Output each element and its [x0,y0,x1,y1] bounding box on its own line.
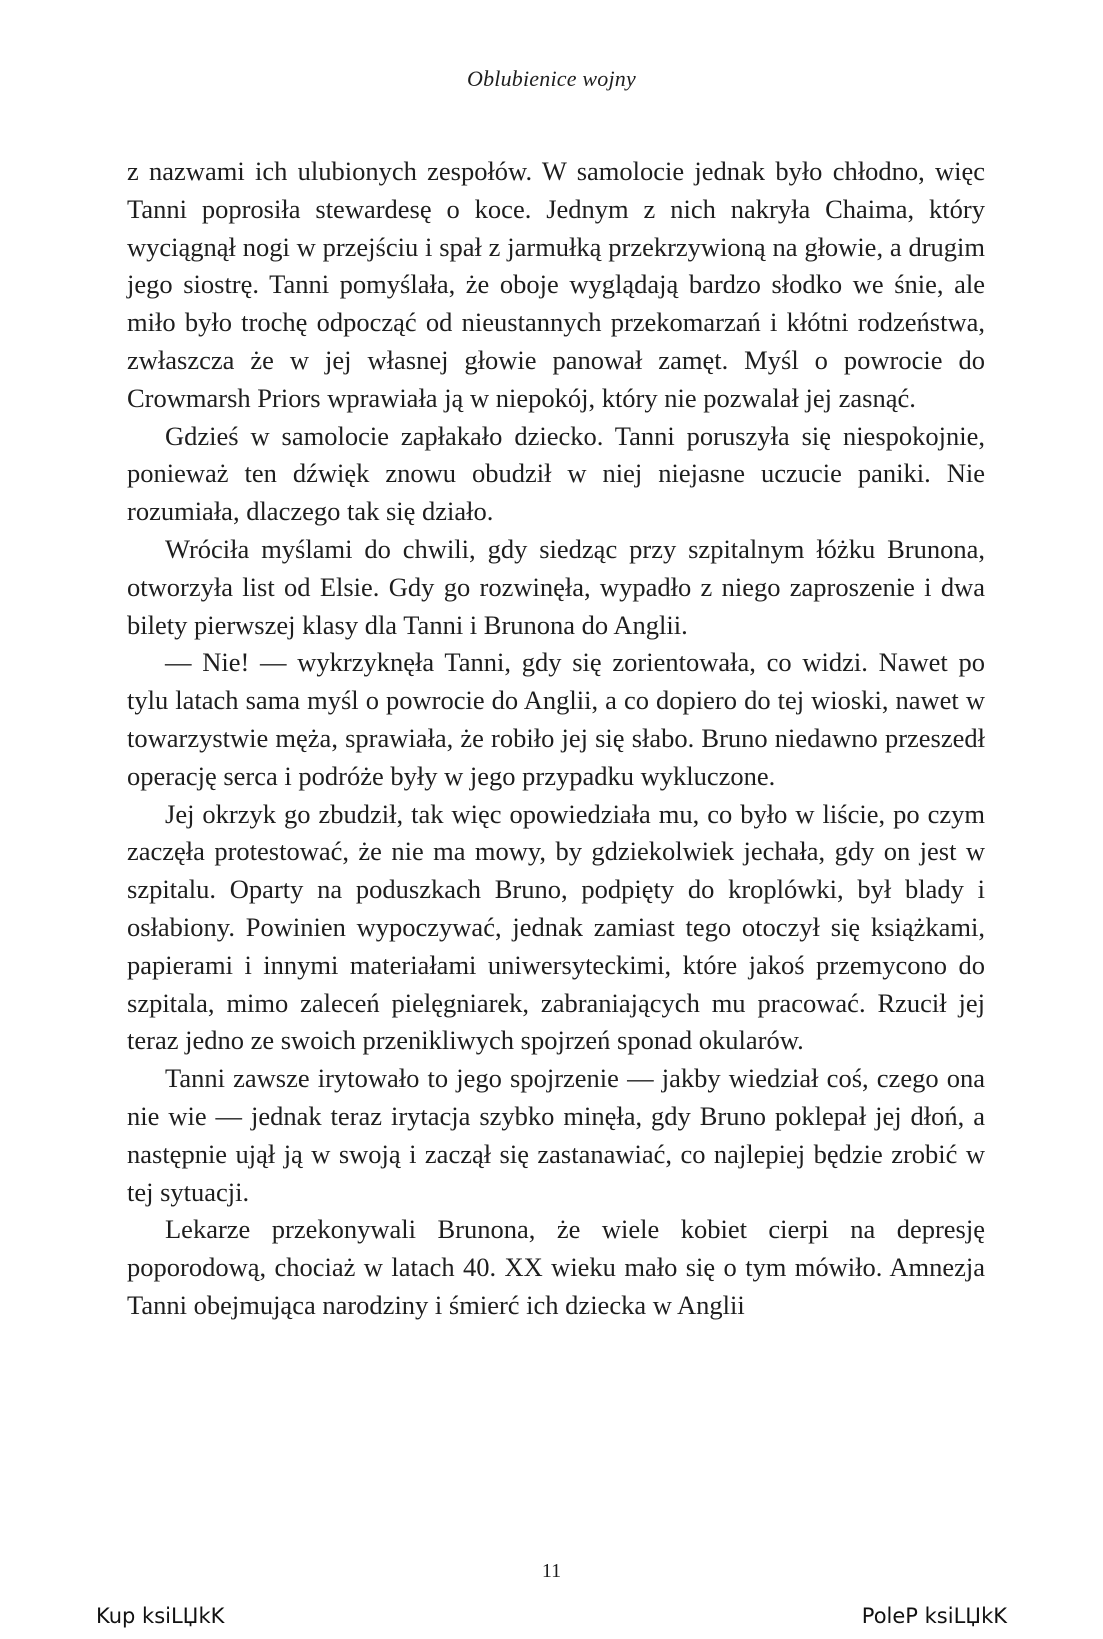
buy-book-link[interactable]: Kup ksiLЏkK [96,1604,225,1628]
page-number: 11 [541,1560,562,1582]
paragraph: z nazwami ich ulubionych zespołów. W samolocie jednak było chłodno, więc Tanni poprosiła stewardesę o koce. Jednym z nich nakryła Chaima, który wyciągnął nogi w przejściu i spał z jarmułką przekrzywioną na głowie, a drugim jego siostrę. Tanni pomyślała, że oboje wyglądają bardzo słodko we śnie, ale miło było trochę odpocząć od nieustannych przekomarzań i kłótni rodzeństwa, zwłaszcza że w jej własnej głowie panował zamęt. Myśl o powrocie do Crowmarsh Priors wprawiała ją w niepokój, który nie pozwalał jej zasnąć. [127,156,985,413]
paragraph: Tanni zawsze irytowało to jego spojrzenie — jakby wiedział coś, czego ona nie wie — jednak teraz irytacja szybko minęła, gdy Bruno poklepał jej dłoń, a następnie ujął ją w swoją i zaczął się zastanawiać, co najlepiej będzie zrobić w tej sytuacji. [127,1063,985,1207]
paragraph: Lekarze przekonywali Brunona, że wiele kobiet cierpi na depresję poporodową, chociaż w latach 40. XX wieku mało się o tym mówiło. Amnezja Tanni obejmująca narodziny i śmierć ich dziecka w Anglii [127,1214,985,1320]
paragraph: Gdzieś w samolocie zapłakało dziecko. Tanni poruszyła się niespokojnie, ponieważ ten dźwięk znowu obudził w niej niejasne uczucie paniki. Nie rozumiała, dlaczego tak się działo. [127,420,985,527]
paragraph: Wróciła myślami do chwili, gdy siedząc przy szpitalnym łóżku Brunona, otworzyła list od Elsie. Gdy go rozwinęła, wypadło z niego zaproszenie i dwa bilety pierwszej klasy dla Tanni i Brunona do Anglii. [127,533,985,640]
running-title: Oblubienice wojny [467,66,636,91]
body-text [127,153,985,1325]
paragraph: Jej okrzyk go zbudził, tak więc opowiedziała mu, co było w liście, po czym zaczęła protestować, że nie ma mowy, by gdziekolwiek jechała, gdy on jest w szpitalu. Oparty na poduszkach Bruno, podpięty do kroplówki, był blady i osłabiony. Powinien wypoczywać, jednak zamiast tego otoczył się książkami, papierami i innymi materiałami uniwersyteckimi, które jakoś przemycono do szpitala, mimo zaleceń pielęgniarek, zabraniających mu pracować. Rzucił jej teraz jedno ze swoich przenikliwych spojrzeń sponad okularów. [127,798,985,1056]
paragraph: — Nie! — wykrzyknęła Tanni, gdy się zorientowała, co widzi. Nawet po tylu latach sama myśl o powrocie do Anglii, a co dopiero do tej wioski, nawet w towarzystwie męża, sprawiała, że robiło jej się słabo. Bruno niedawno przeszedł operację serca i podróże były w jego przypadku wykluczone. [127,647,985,791]
recommend-book-link[interactable]: PoleP ksiLЏkK [861,1604,1007,1628]
